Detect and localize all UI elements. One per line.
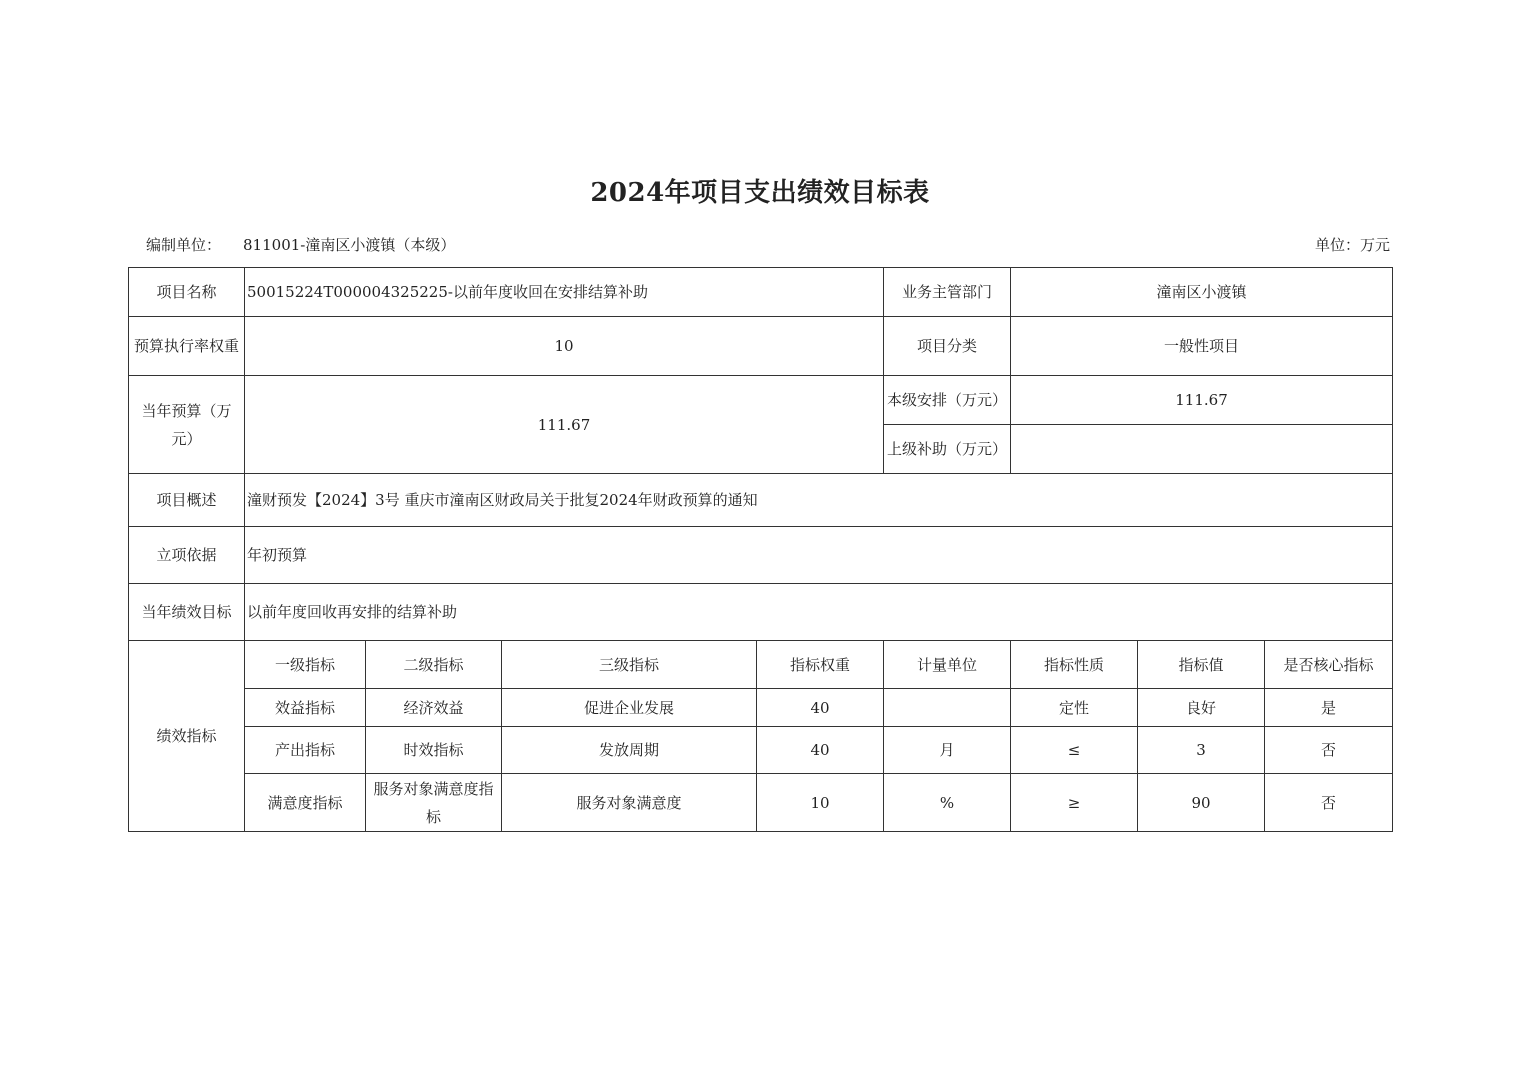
table-cell: 经济效益	[366, 689, 502, 727]
header-cell: 一级指标	[245, 641, 366, 689]
table-cell: 3	[1138, 727, 1265, 774]
row-weight	[129, 317, 1393, 376]
table-cell: 服务对象满意度指标	[366, 774, 502, 832]
header-cell: 指标值	[1138, 641, 1265, 689]
table-cell: 10	[757, 774, 884, 832]
table-cell: 满意度指标	[245, 774, 366, 832]
org-value: 811001-潼南区小渡镇（本级）	[243, 236, 456, 254]
category-value: 一般性项目	[1011, 317, 1393, 376]
table-cell: 发放周期	[502, 727, 757, 774]
header-cell: 计量单位	[884, 641, 1011, 689]
basis-value: 年初预算	[245, 527, 1393, 584]
local-label: 本级安排（万元）	[884, 376, 1011, 425]
header-cell: 指标权重	[757, 641, 884, 689]
project-name-value: 50015224T000004325225-以前年度收回在安排结算补助	[245, 268, 884, 317]
budget-label: 当年预算（万元）	[129, 376, 245, 474]
table-row	[129, 727, 1393, 774]
row-project-name	[129, 268, 1393, 317]
goal-label: 当年绩效目标	[129, 584, 245, 641]
table-cell: 否	[1265, 727, 1393, 774]
overview-value: 潼财预发【2024】3号 重庆市潼南区财政局关于批复2024年财政预算的通知	[245, 474, 1393, 527]
table-cell: 促进企业发展	[502, 689, 757, 727]
goal-value: 以前年度回收再安排的结算补助	[245, 584, 1393, 641]
dept-value: 潼南区小渡镇	[1011, 268, 1393, 317]
table-cell: ≥	[1011, 774, 1138, 832]
row-goal	[129, 584, 1393, 641]
page-title: 2024年项目支出绩效目标表	[590, 178, 930, 208]
header-cell: 三级指标	[502, 641, 757, 689]
row-overview	[129, 474, 1393, 527]
table-cell: 月	[884, 727, 1011, 774]
local-value: 111.67	[1011, 376, 1393, 425]
table-row	[129, 689, 1393, 727]
weight-label: 预算执行率权重	[129, 317, 245, 376]
unit-label: 单位：万元	[1314, 236, 1390, 254]
performance-table	[128, 267, 1393, 832]
table-cell: 定性	[1011, 689, 1138, 727]
basis-label: 立项依据	[129, 527, 245, 584]
budget-value: 111.67	[245, 376, 884, 474]
table-cell: 否	[1265, 774, 1393, 832]
table-cell: ≤	[1011, 727, 1138, 774]
table-cell: 产出指标	[245, 727, 366, 774]
table-cell: 90	[1138, 774, 1265, 832]
table-cell: 时效指标	[366, 727, 502, 774]
table-cell: 服务对象满意度	[502, 774, 757, 832]
table-cell	[884, 689, 1011, 727]
dept-label: 业务主管部门	[884, 268, 1011, 317]
table-cell: 是	[1265, 689, 1393, 727]
weight-value: 10	[245, 317, 884, 376]
header-cell: 是否核心指标	[1265, 641, 1393, 689]
indicators-label: 绩效指标	[129, 641, 245, 832]
row-basis	[129, 527, 1393, 584]
table-row	[129, 774, 1393, 832]
table-cell: 40	[757, 689, 884, 727]
table-cell: 良好	[1138, 689, 1265, 727]
indicator-header-row	[129, 641, 1393, 689]
upper-value	[1011, 425, 1393, 474]
org-info	[146, 234, 455, 255]
header-cell: 二级指标	[366, 641, 502, 689]
row-budget	[129, 376, 1393, 425]
org-label: 编制单位：	[146, 236, 222, 254]
table-cell: %	[884, 774, 1011, 832]
upper-label: 上级补助（万元）	[884, 425, 1011, 474]
category-label: 项目分类	[884, 317, 1011, 376]
table-cell: 效益指标	[245, 689, 366, 727]
project-name-label: 项目名称	[129, 268, 245, 317]
table-cell: 40	[757, 727, 884, 774]
overview-label: 项目概述	[129, 474, 245, 527]
header-cell: 指标性质	[1011, 641, 1138, 689]
